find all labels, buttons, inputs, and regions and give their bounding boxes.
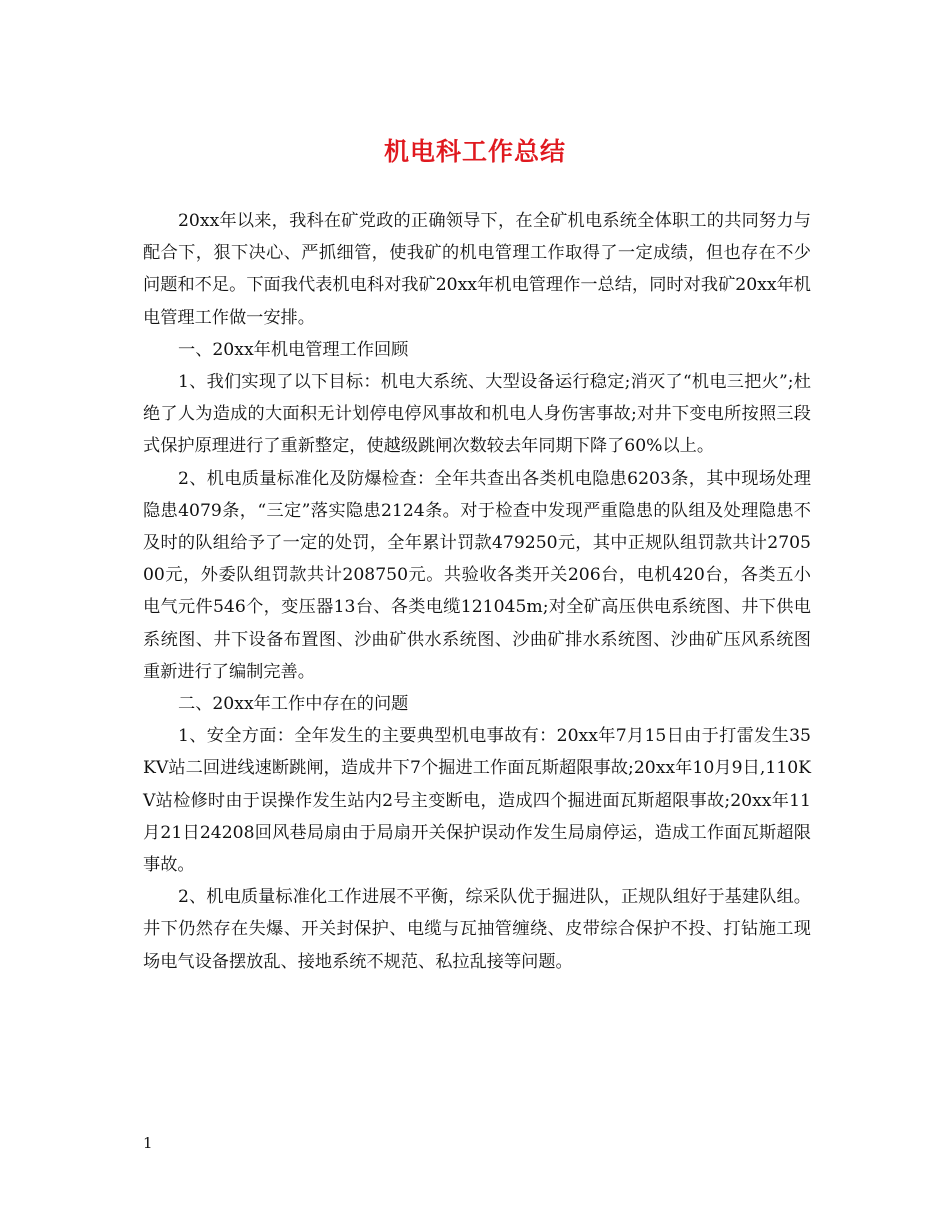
- problem-item-1: 1、安全方面：全年发生的主要典型机电事故有：20xx年7月15日由于打雷发生35KV站二回进线速断跳闸，造成井下7个掘进工作面瓦斯超限事故;20xx年10月9日,110KV站检修时由于误操作发生站内2号主变断电，造成四个掘进面瓦斯超限事故;20xx年11月21日24208回风巷局扇由于局扇开关保护误动作发生局扇停运，造成工作面瓦斯超限事故。: [143, 726, 811, 876]
- section-heading-review: 一、20xx年机电管理工作回顾: [178, 339, 409, 360]
- review-item-2: 2、机电质量标准化及防爆检查：全年共查出各类机电隐患6203条，其中现场处理隐患4079条，“三定”落实隐患2124条。对于检查中发现严重隐患的队组及处理隐患不及时的队组给予了一定的处罚，全年累计罚款479250元，其中正规队组罚款共计270500元，外委队组罚款共计208750元。共验收各类开关206台，电机420台，各类五小电气元件546个，变压器13台、各类电缆121045m;对全矿高压供电系统图、井下供电系统图、井下设备布置图、沙曲矿供水系统图、沙曲矿排水系统图、沙曲矿压风系统图重新进行了编制完善。: [143, 468, 811, 682]
- document-title: 机电科工作总结: [383, 137, 566, 166]
- review-item-1: 1、我们实现了以下目标：机电大系统、大型设备运行稳定;消灭了“机电三把火”;杜绝了人为造成的大面积无计划停电停风事故和机电人身伤害事故;对井下变电所按照三段式保护原理进行了重新整定，使越级跳闸次数较去年同期下降了60%以上。: [143, 372, 811, 457]
- intro-paragraph: 20xx年以来，我科在矿党政的正确领导下，在全矿机电系统全体职工的共同努力与配合下，狠下决心、严抓细管，使我矿的机电管理工作取得了一定成绩，但也存在不少问题和不足。下面我代表机电科对我矿20xx年机电管理作一总结，同时对我矿20xx年机电管理工作做一安排。: [143, 211, 811, 328]
- page-number: 1: [143, 1134, 153, 1152]
- document-body: [143, 205, 811, 978]
- problem-item-2: 2、机电质量标准化工作进展不平衡，综采队优于掘进队，正规队组好于基建队组。井下仍然存在失爆、开关封保护、电缆与瓦抽管缠绕、皮带综合保护不投、打钻施工现场电气设备摆放乱、接地系统不规范、私拉乱接等问题。: [143, 887, 811, 972]
- section-heading-problems: 二、20xx年工作中存在的问题: [178, 694, 409, 715]
